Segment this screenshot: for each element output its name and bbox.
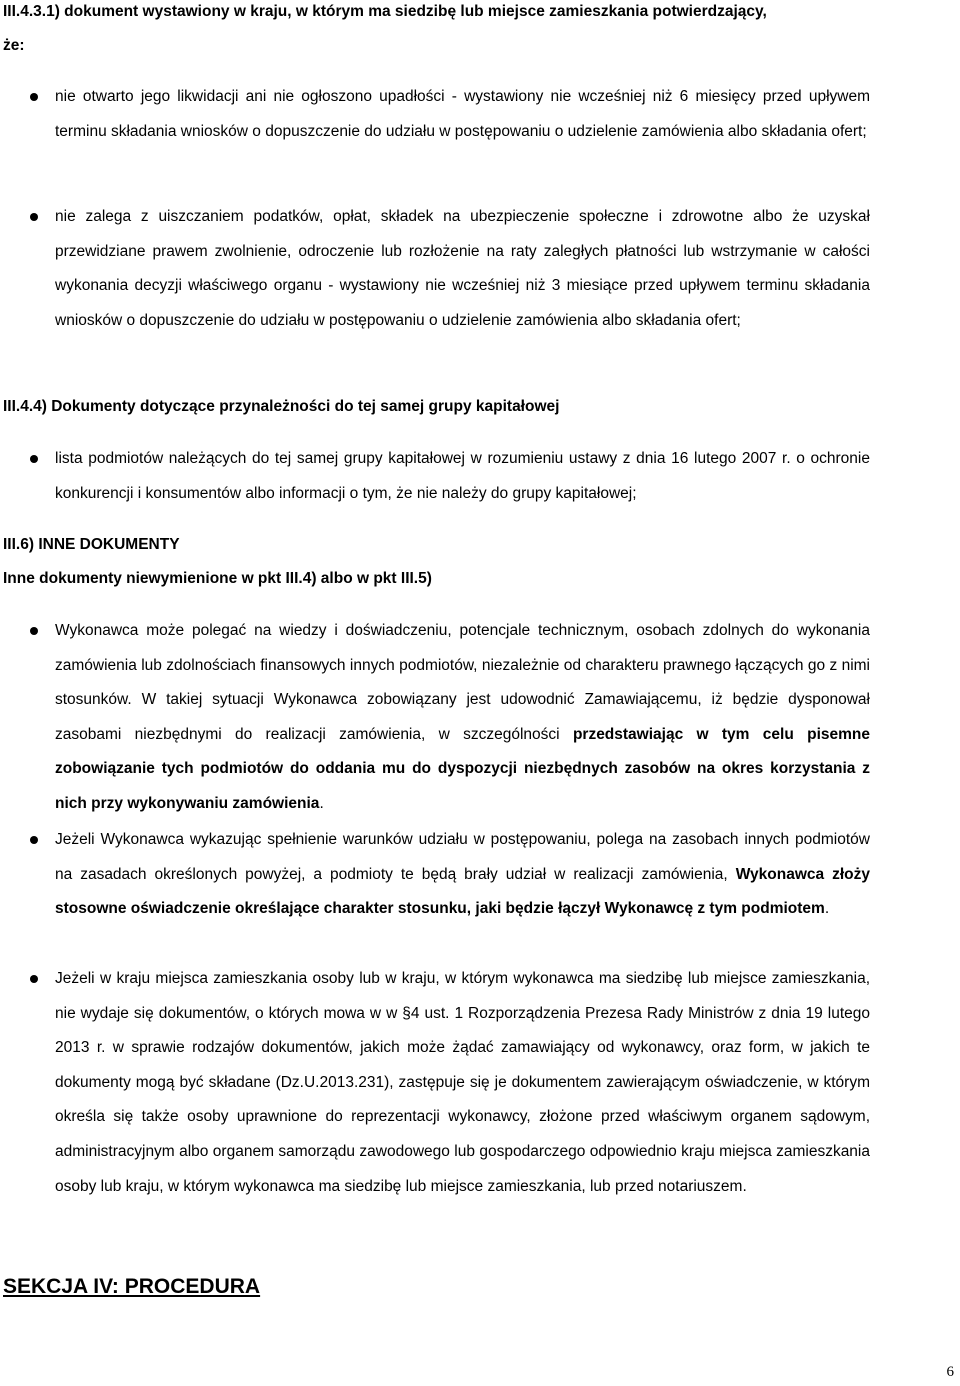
bullet-icon <box>30 975 38 983</box>
list-item <box>55 80 870 149</box>
list-item-text-end: . <box>319 794 324 812</box>
bullet-icon <box>30 93 38 101</box>
list-item-text: Jeżeli Wykonawca wykazując spełnienie warunków udziału w postępowaniu, polega na zasobach innych podmiotów na zasadach określonych powyżej, a podmioty te będą brały udział w realizacji zamówienia, <box>55 831 870 883</box>
list-item-bold-text: przedstawiając w tym celu pisemne zobowiązanie tych podmiotów do oddania mu do dyspozycji niezbędnych zasobów na okres korzystania z nich przy wykonywaniu zamówienia <box>55 725 870 812</box>
list-item <box>55 823 870 927</box>
heading-3-6: III.6) INNE DOKUMENTY <box>3 536 180 553</box>
list-item-text: nie otwarto jego likwidacji ani nie ogłoszono upadłości - wystawiony nie wcześniej niż 6 miesięcy przed upływem terminu składania wniosków o dopuszczenie do udziału w postępowaniu o udzielenie zamówienia albo składania ofert; <box>55 88 870 140</box>
subheading-3-6: Inne dokumenty niewymienione w pkt III.4) albo w pkt III.5) <box>3 570 432 587</box>
bullet-icon <box>30 836 38 844</box>
list-item <box>55 200 870 338</box>
list-item-text: lista podmiotów należących do tej samej grupy kapitałowej w rozumieniu ustawy z dnia 16 lutego 2007 r. o ochronie konkurencji i konsumentów albo informacji o tym, że nie należy do grupy kapitałowej; <box>55 450 870 502</box>
heading-3-4-3-line1: III.4.3.1) dokument wystawiony w kraju, w którym ma siedzibę lub miejsce zamieszkania potwierdzający, <box>3 3 767 20</box>
list-item <box>55 442 870 511</box>
bullet-icon <box>30 455 38 463</box>
bullet-icon <box>30 213 38 221</box>
list-item-text: nie zalega z uiszczaniem podatków, opłat, składek na ubezpieczenie społeczne i zdrowotne albo że uzyskał przewidziane prawem zwolnienie, odroczenie lub rozłożenie na raty zaległych płatności lub wstrzymanie w całości wykonania decyzji właściwego organu - wystawiony nie wcześniej niż 3 miesiące przed upływem terminu składania wniosków o dopuszczenie do udziału w postępowaniu o udzielenie zamówienia albo składania ofert; <box>55 208 870 329</box>
list-item <box>55 614 870 822</box>
bullet-icon <box>30 627 38 635</box>
heading-3-4-3-line2: że: <box>3 37 25 54</box>
list-item-bold-text: Wykonawca złoży stosowne oświadczenie określające charakter stosunku, jaki będzie łączył Wykonawcę z tym podmiotem <box>55 865 870 918</box>
list-item <box>55 962 870 1204</box>
list-item-text: Wykonawca może polegać na wiedzy i doświadczeniu, potencjale technicznym, osobach zdolnych do wykonania zamówienia lub zdolnościach finansowych innych podmiotów, niezależnie od charakteru prawnego łączących go z nimi stosunków. W takiej sytuacji Wykonawca zobowiązany jest udowodnić Zamawiającemu, iż będzie dysponował zasobami niezbędnymi do realizacji zamówienia, w szczególności <box>55 622 870 743</box>
page-number: 6 <box>946 1364 954 1380</box>
list-item-text: Jeżeli w kraju miejsca zamieszkania osoby lub w kraju, w którym wykonawca ma siedzibę lub miejsce zamieszkania, nie wydaje się dokumentów, o których mowa w w §4 ust. 1 Rozporządzenia Prezesa Rady Ministrów z dnia 19 lutego 2013 r. w sprawie rodzajów dokumentów, jakich może żądać zamawiający od wykonawcy, oraz form, w jakich te dokumenty mogą być składane (Dz.U.2013.231), zastępuje się je dokumentem zawierającym oświadczenie, w którym określa się także osoby uprawnione do reprezentacji wykonawcy, złożone przed właściwym organem sądowym, administracyjnym albo organem samorządu zawodowego lub gospodarczego odpowiednio kraju miejsca zamieszkania osoby lub kraju, w którym wykonawca ma siedzibę lub miejsce zamieszkania, lub przed notariuszem. <box>55 970 870 1195</box>
list-item-text-end: . <box>824 900 830 918</box>
heading-3-4-4: III.4.4) Dokumenty dotyczące przynależności do tej samej grupy kapitałowej <box>3 398 560 415</box>
section-title: SEKCJA IV: PROCEDURA <box>3 1275 261 1298</box>
